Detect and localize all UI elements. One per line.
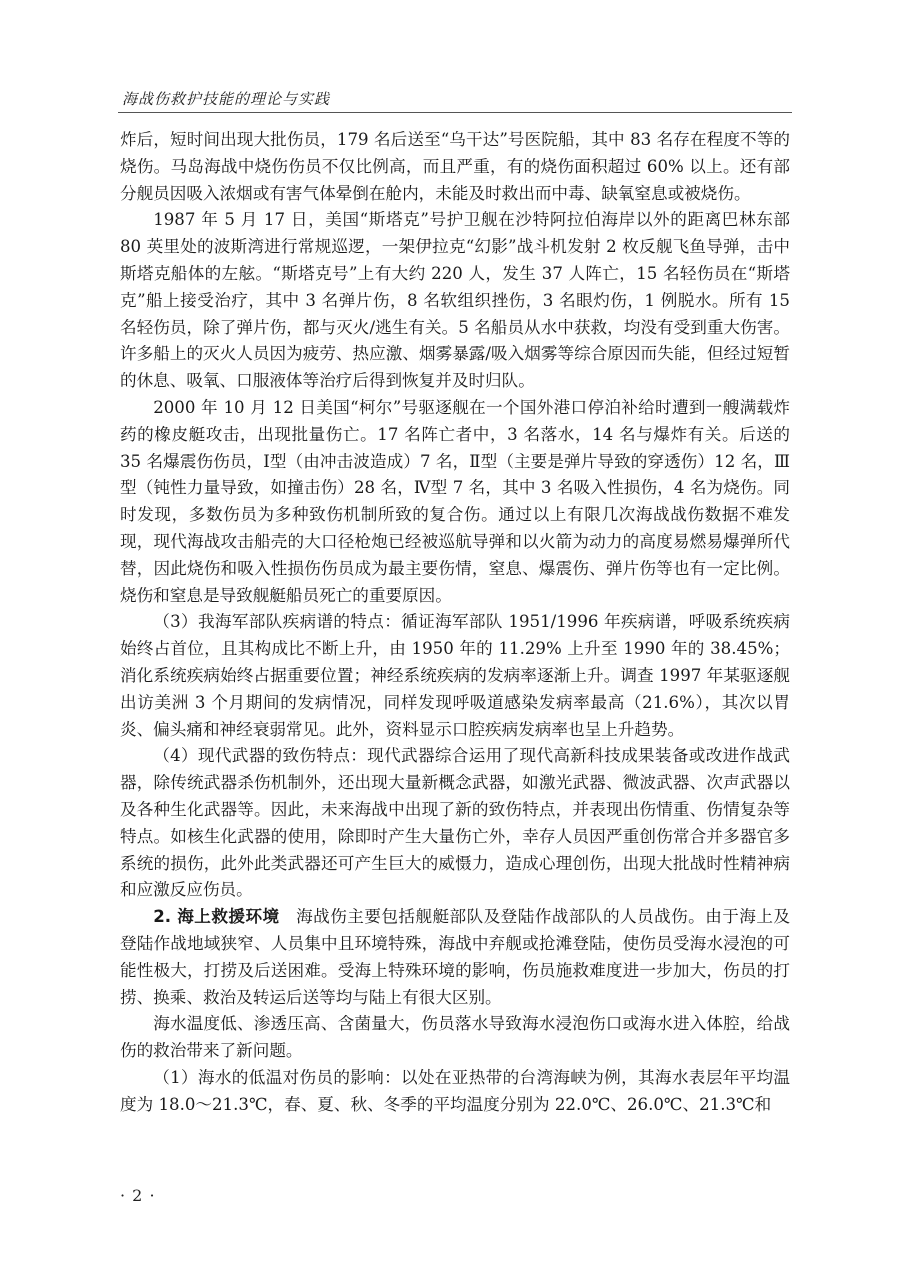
paragraph-cole-incident: 2000 年 10 月 12 日美国“柯尔”号驱逐舰在一个国外港口停泊补给时遭到一艘满载炸药的橡皮艇攻击，出现批量伤亡。17 名阵亡者中，3 名落水，14 名与爆炸有关。后送的 35 名爆震伤伤员，Ⅰ型（由冲击波造成）7 名，Ⅱ型（主要是弹片导致的穿透伤）12 名，Ⅲ型（钝性力量导致，如撞击伤）28 名，Ⅳ型 7 名，其中 3 名吸入性损伤，4 名为烧伤。同时发现，多数伤员为多种致伤机制所致的复合伤。通过以上有限几次海战战伤数据不难发现，现代海战攻击船壳的大口径枪炮已经被巡航导弹和以火箭为动力的高度易燃易爆弹所代替，因此烧伤和吸入性损伤伤员成为最主要伤情，窒息、爆震伤、弹片伤等也有一定比例。烧伤和窒息是导致舰艇船员死亡的重要原因。 — [120, 397, 790, 605]
section-heading-body: 海战伤主要包括舰艇部队及登陆作战部队的人员战伤。由于海上及登陆作战地域狭窄、人员集中且环境特殊，海战中弃舰或抢滩登陆，使伤员受海水浸泡的可能性极大，打捞及后送困难。受海上特殊环境的影响，伤员施救难度进一步加大，伤员的打捞、换乘、救治及转运后送等均与陆上有很大区别。 — [120, 907, 790, 1007]
running-header: 海战伤救护技能的理论与实践 — [122, 90, 331, 108]
paragraph-rescue-environment — [120, 904, 790, 1011]
paragraph-seawater: 海水温度低、渗透压高、含菌量大，伤员落水导致海水浸泡伤口或海水进入体腔，给战伤的救治带来了新问题。 — [120, 1014, 790, 1061]
section-heading: 2. 海上救援环境 — [153, 907, 280, 927]
paragraph-disease-spectrum: （3）我海军部队疾病谱的特点：循证海军部队 1951/1996 年疾病谱，呼吸系统疾病始终占首位，且其构成比不断上升，由 1950 年的 11.29% 上升至 1990 年的 38.45%；消化系统疾病始终占据重要位置；神经系统疾病的发病率逐渐上升。调查 1997 年某驱逐舰出访美洲 3 个月期间的发病情况，同样发现呼吸道感染发病率最高（21.6%），其次以胃炎、偏头痛和神经衰弱常见。此外，资料显示口腔疾病发病率也呈上升趋势。 — [120, 612, 790, 739]
paragraph-modern-weapons: （4）现代武器的致伤特点：现代武器综合运用了现代高新科技成果装备或改进作战武器，除传统武器杀伤机制外，还出现大量新概念武器，如激光武器、微波武器、次声武器以及各种生化武器等。因此，未来海战中出现了新的致伤特点，并表现出伤情重、伤情复杂等特点。如核生化武器的使用，除即时产生大量伤亡外，幸存人员因严重创伤常合并多器官多系统的损伤，此外此类武器还可产生巨大的威慑力，造成心理创伤，出现大批战时性精神病和应激反应伤员。 — [120, 746, 790, 900]
paragraph-stark-incident: 1987 年 5 月 17 日，美国“斯塔克”号护卫舰在沙特阿拉伯海岸以外的距离巴林东部 80 英里处的波斯湾进行常规巡逻，一架伊拉克“幻影”战斗机发射 2 枚反舰飞鱼导弹，击中斯塔克船体的左舷。“斯塔克号”上有大约 220 人，发生 37 人阵亡，15 名轻伤员在“斯塔克”船上接受治疗，其中 3 名弹片伤，8 名软组织挫伤，3 名眼灼伤，1 例脱水。所有 15 名轻伤员，除了弹片伤，都与灭火/逃生有关。5 名船员从水中获救，均没有受到重大伤害。许多船上的灭火人员因为疲劳、热应激、烟雾暴露/吸入烟雾等综合原因而失能，但经过短暂的休息、吸氧、口服液体等治疗后得到恢复并及时归队。 — [120, 210, 790, 391]
paragraph-low-temperature: （1）海水的低温对伤员的影响：以处在亚热带的台湾海峡为例，其海水表层年平均温度为 18.0～21.3℃，春、夏、秋、冬季的平均温度分别为 22.0℃、26.0℃、21.3℃和 — [120, 1067, 790, 1114]
body-text — [120, 127, 790, 1118]
paragraph-continuation: 炸后，短时间出现大批伤员，179 名后送至“乌干达”号医院船，其中 83 名存在程度不等的烧伤。马岛海战中烧伤伤员不仅比例高，而且严重，有的烧伤面积超过 60% 以上。还有部分舰员因吸入浓烟或有害气体晕倒在舱内，未能及时救出而中毒、缺氧窒息或被烧伤。 — [120, 130, 790, 203]
header-divider — [118, 112, 792, 113]
page-number: · 2 · — [120, 1186, 156, 1205]
